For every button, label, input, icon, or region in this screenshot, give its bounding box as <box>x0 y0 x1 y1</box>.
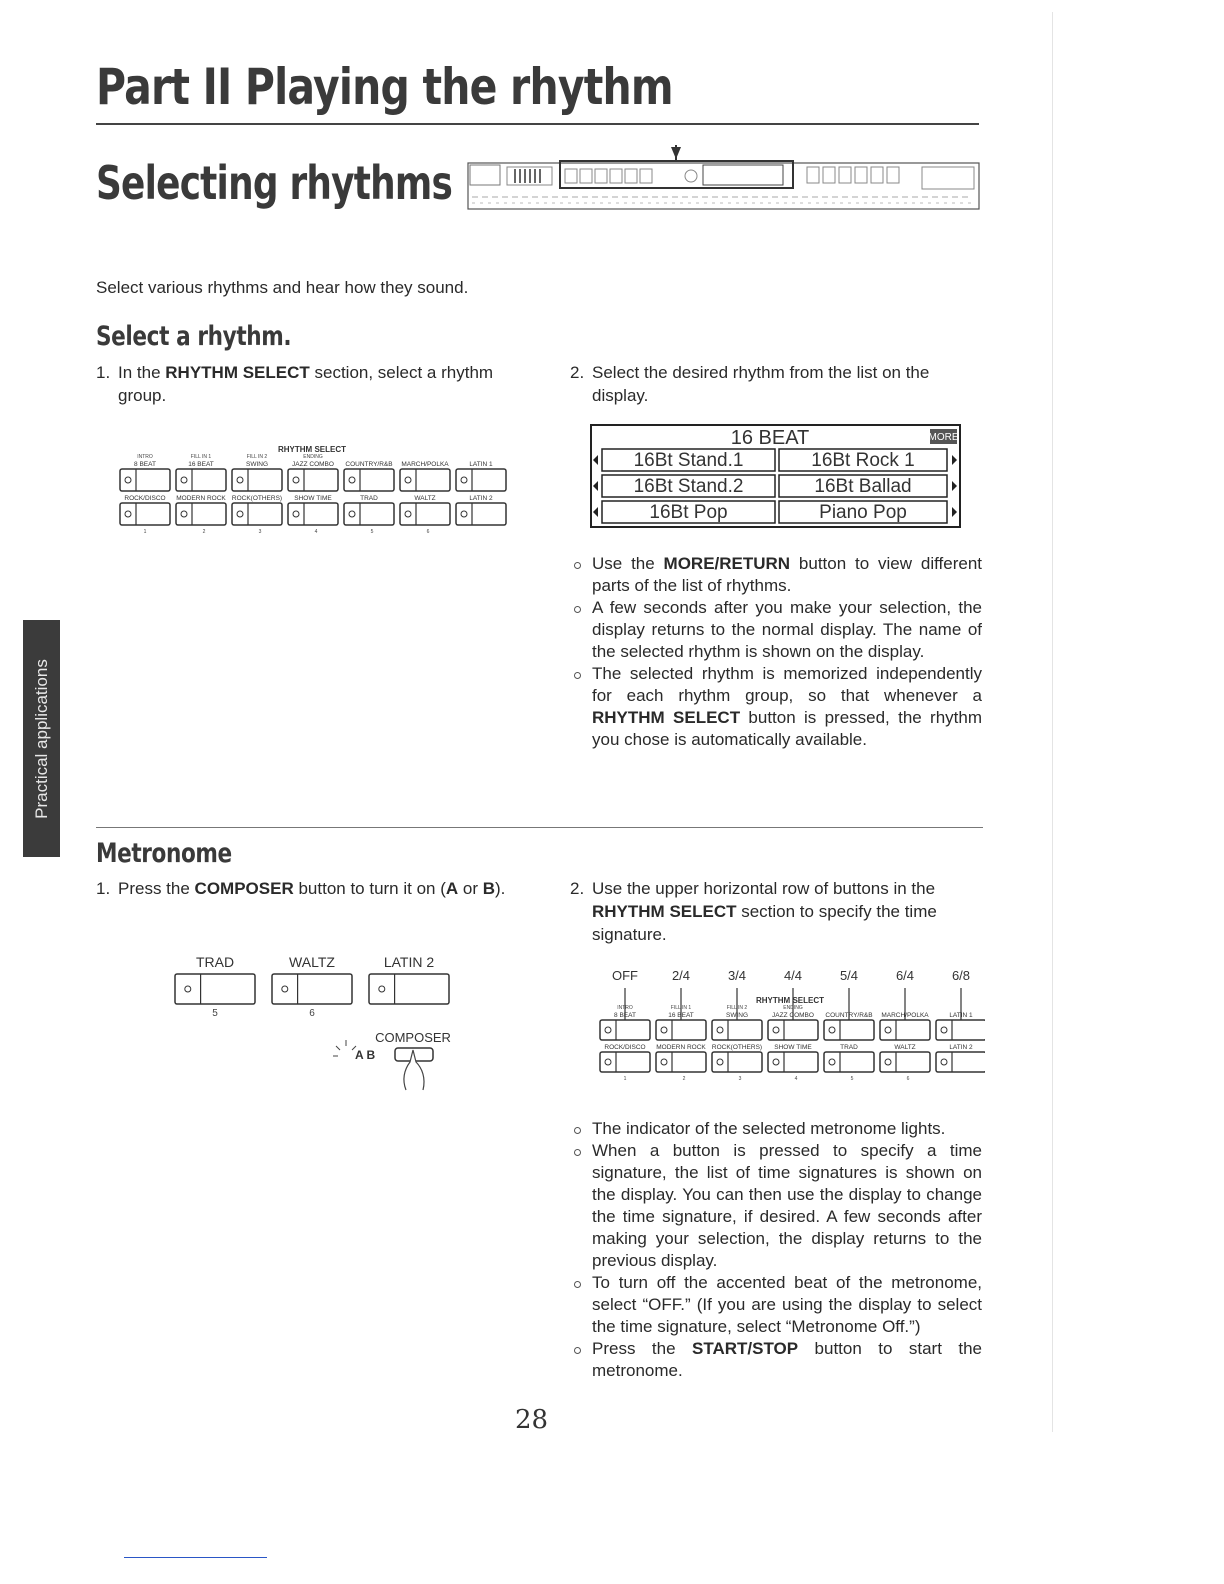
light-rays-icon <box>333 1040 356 1056</box>
panel-top-label: COUNTRY/R&B <box>825 1012 873 1019</box>
panel-top-label: 16 BEAT <box>188 461 214 468</box>
panel-bottom-label: SHOW TIME <box>294 495 332 502</box>
panel-number: 3 <box>258 529 262 535</box>
panel-top-label: SWING <box>245 461 269 468</box>
section-title: Selecting rhythms <box>96 156 453 210</box>
panel-number: 1 <box>623 1076 627 1082</box>
rhythm-button-bottom <box>176 503 226 525</box>
rhythm-button-top <box>120 469 170 491</box>
rhythm-button-top <box>880 1020 930 1040</box>
panel-number: 6 <box>906 1076 910 1082</box>
lcd-item: 16Bt Pop <box>649 502 728 523</box>
panel-bottom-label: WALTZ <box>894 1044 916 1051</box>
select-rhythm-notes <box>570 553 982 751</box>
note-item: When a button is pressed to specify a time signature, the list of time signatures is shown on the display. You can then use the display to change the time signature, if desired. A few seconds after making your selection, the display returns to the previous display. <box>570 1140 982 1272</box>
panel-bottom-label: ROCK/DISCO <box>124 495 166 502</box>
panel-small-label: ENDING <box>303 454 323 460</box>
panel-bottom-label: TRAD <box>840 1044 858 1051</box>
footer-rule <box>124 1557 267 1558</box>
rhythm-button-bottom <box>232 503 282 525</box>
composer-figure-number: 6 <box>309 1008 315 1019</box>
time-rhythm-select-header: RHYTHM SELECT <box>756 996 824 1005</box>
panel-bottom-label: LATIN 2 <box>949 1044 973 1051</box>
page-number: 28 <box>515 1405 549 1435</box>
select-rhythm-heading: Select a rhythm. <box>96 321 292 352</box>
lcd-more-indicator: MORE <box>928 432 959 443</box>
lcd-item: 16Bt Stand.2 <box>633 476 744 497</box>
panel-small-label: INTRO <box>137 454 153 460</box>
rhythm-select-header: RHYTHM SELECT <box>278 445 346 454</box>
panel-number: 2 <box>682 1076 686 1082</box>
panel-number: 3 <box>738 1076 742 1082</box>
time-signature-label: 6/8 <box>951 968 971 983</box>
panel-bottom-label: ROCK/DISCO <box>604 1044 646 1051</box>
side-tab: Practical applications <box>23 620 60 857</box>
panel-small-label: INTRO <box>617 1005 633 1011</box>
panel-small-label: FILL IN 1 <box>190 454 212 460</box>
panel-number: 4 <box>794 1076 798 1082</box>
panel-small-label: FILL IN 1 <box>670 1005 692 1011</box>
rhythm-button-bottom <box>600 1052 650 1072</box>
page-edge-line <box>1052 12 1053 1432</box>
panel-bottom-label: ROCK(OTHERS) <box>711 1044 763 1051</box>
rhythm-button-top <box>400 469 450 491</box>
rhythm-button-bottom <box>824 1052 874 1072</box>
panel-top-label: COUNTRY/R&B <box>345 461 393 468</box>
panel-small-label: FILL IN 2 <box>726 1005 748 1011</box>
panel-top-label: LATIN 1 <box>469 461 493 468</box>
panel-bottom-label: SHOW TIME <box>774 1044 812 1051</box>
section-divider <box>96 827 983 828</box>
select-step-2: 2. Select the desired rhythm from the list on the display. <box>570 363 930 405</box>
panel-bottom-label: TRAD <box>360 495 378 502</box>
rhythm-button-top <box>656 1020 706 1040</box>
lcd-item: 16Bt Ballad <box>814 476 912 497</box>
panel-top-label: 8 BEAT <box>134 461 156 468</box>
rhythm-button-bottom <box>936 1052 985 1072</box>
panel-small-label: FILL IN 2 <box>246 454 268 460</box>
note-item: To turn off the accented beat of the metronome, select “OFF.” (If you are using the display to select the time signature, select “Metronome Off.”) <box>570 1272 982 1338</box>
rhythm-button-bottom <box>880 1052 930 1072</box>
composer-figure-button <box>369 974 449 1004</box>
metronome-step-1: 1. Press the COMPOSER button to turn it on (A or B). <box>96 879 506 898</box>
rhythm-button-bottom <box>400 503 450 525</box>
panel-bottom-label: MODERN ROCK <box>176 495 226 502</box>
lcd-item: Piano Pop <box>819 502 907 523</box>
note-item: The selected rhythm is memorized independently for each rhythm group, so that whenever a RHYTHM SELECT button is pressed, the rhythm you chose is automatically available. <box>570 663 982 751</box>
composer-figure-label: LATIN 2 <box>383 954 435 970</box>
pointing-hand-icon <box>404 1050 424 1090</box>
composer-figure-button <box>272 974 352 1004</box>
time-signature-label: 6/4 <box>895 968 915 983</box>
instrument-panel-illustration <box>467 145 980 213</box>
part-title: Part II Playing the rhythm <box>96 58 673 116</box>
lcd-item: 16Bt Rock 1 <box>811 450 915 471</box>
composer-figure <box>170 950 460 1110</box>
panel-top-label: 16 BEAT <box>668 1012 694 1019</box>
time-signature-label: 3/4 <box>727 968 747 983</box>
panel-number: 4 <box>314 529 318 535</box>
rhythm-button-top <box>712 1020 762 1040</box>
rhythm-button-top <box>232 469 282 491</box>
panel-top-label: SWING <box>725 1012 749 1019</box>
panel-top-label: JAZZ COMBO <box>772 1012 814 1019</box>
rhythm-button-top <box>288 469 338 491</box>
metronome-notes <box>570 1118 982 1382</box>
rhythm-button-top <box>824 1020 874 1040</box>
panel-bottom-label: LATIN 2 <box>469 495 493 502</box>
ab-indicator-label: A B <box>355 1048 376 1062</box>
panel-number: 5 <box>370 529 374 535</box>
rhythm-button-bottom <box>456 503 506 525</box>
panel-bottom-label: ROCK(OTHERS) <box>231 495 283 502</box>
composer-figure-button <box>175 974 255 1004</box>
note-item: A few seconds after you make your selection, the display returns to the normal display. The name of the selected rhythm is shown on the display. <box>570 597 982 663</box>
panel-number: 6 <box>426 529 430 535</box>
time-signature-label: 5/4 <box>839 968 859 983</box>
note-item: Use the MORE/RETURN button to view different parts of the list of rhythms. <box>570 553 982 597</box>
lcd-display <box>590 424 961 528</box>
title-rule <box>96 123 979 125</box>
time-signature-label: OFF <box>612 968 638 983</box>
rhythm-select-panel-figure <box>118 443 510 538</box>
panel-number: 5 <box>850 1076 854 1082</box>
time-signature-panel-figure <box>595 962 985 1087</box>
panel-top-label: MARCH/POLKA <box>401 461 449 468</box>
panel-small-label: ENDING <box>783 1005 803 1011</box>
panel-top-label: MARCH/POLKA <box>881 1012 929 1019</box>
panel-number: 2 <box>202 529 206 535</box>
panel-top-label: LATIN 1 <box>949 1012 973 1019</box>
rhythm-button-bottom <box>656 1052 706 1072</box>
metronome-heading: Metronome <box>96 838 232 869</box>
composer-figure-label: WALTZ <box>289 954 335 970</box>
rhythm-button-bottom <box>712 1052 762 1072</box>
rhythm-button-top <box>768 1020 818 1040</box>
panel-top-label: 8 BEAT <box>614 1012 636 1019</box>
rhythm-button-top <box>600 1020 650 1040</box>
rhythm-button-top <box>456 469 506 491</box>
rhythm-button-top <box>344 469 394 491</box>
rhythm-button-top <box>176 469 226 491</box>
composer-figure-label: TRAD <box>195 954 235 970</box>
intro-text: Select various rhythms and hear how they sound. <box>96 278 469 297</box>
rhythm-button-bottom <box>344 503 394 525</box>
rhythm-button-bottom <box>768 1052 818 1072</box>
composer-label: COMPOSER <box>375 1030 451 1045</box>
panel-bottom-label: WALTZ <box>414 495 436 502</box>
composer-figure-number: 5 <box>212 1008 218 1019</box>
time-signature-label: 2/4 <box>671 968 691 983</box>
panel-number: 1 <box>143 529 147 535</box>
lcd-title: 16 BEAT <box>730 427 810 449</box>
metronome-step-2: 2. Use the upper horizontal row of buttons in the RHYTHM SELECT section to specify the time signature. <box>570 879 937 944</box>
rhythm-button-bottom <box>120 503 170 525</box>
panel-bottom-label: MODERN ROCK <box>656 1044 706 1051</box>
panel-top-label: JAZZ COMBO <box>292 461 334 468</box>
note-item: Press the START/STOP button to start the metronome. <box>570 1338 982 1382</box>
rhythm-button-bottom <box>288 503 338 525</box>
time-signature-label: 4/4 <box>783 968 803 983</box>
select-step-1: 1. In the RHYTHM SELECT section, select a rhythm group. <box>96 363 494 405</box>
note-item: The indicator of the selected metronome lights. <box>570 1118 982 1140</box>
lcd-item: 16Bt Stand.1 <box>633 450 744 471</box>
rhythm-button-top <box>936 1020 985 1040</box>
